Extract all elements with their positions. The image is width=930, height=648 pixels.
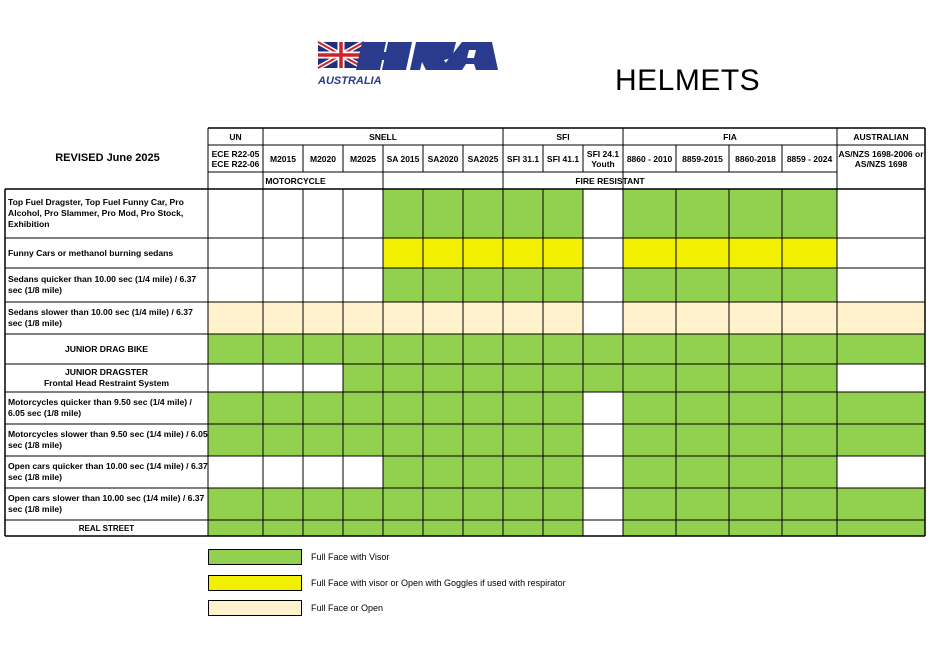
subgroup-header: MOTORCYCLE bbox=[265, 175, 326, 186]
legend-swatch bbox=[208, 575, 302, 591]
logo-subtitle: AUSTRALIA bbox=[318, 75, 382, 87]
legend-swatch bbox=[208, 600, 302, 616]
row-label: JUNIOR DRAGSTER Frontal Head Restraint System bbox=[43, 367, 170, 388]
standard-header: 8859 - 2024 bbox=[786, 153, 833, 164]
page-title: HELMETS bbox=[615, 64, 761, 97]
revision-date: REVISED June 2025 bbox=[55, 152, 160, 164]
row-label: Motorcycles slower than 9.50 sec (1/4 mile) / 6.05 sec (1/8 mile) bbox=[8, 429, 208, 450]
group-header: FIA bbox=[723, 131, 737, 142]
standard-header: 8860 - 2010 bbox=[626, 153, 673, 164]
row-label: Sedans quicker than 10.00 sec (1/4 mile) / 6.37 sec (1/8 mile) bbox=[8, 274, 197, 295]
standard-header: ECE R22-05 ECE R22-06 bbox=[211, 148, 260, 169]
group-header: AUSTRALIAN bbox=[853, 131, 909, 142]
standard-header: 8859-2015 bbox=[682, 153, 723, 164]
standard-header: SA2020 bbox=[427, 153, 459, 164]
row-label: Top Fuel Dragster, Top Fuel Funny Car, Pro Alcohol, Pro Slammer, Pro Mod, Pro Stock, Exhibition bbox=[8, 197, 184, 229]
legend-swatch bbox=[208, 549, 302, 565]
row-label: Open cars slower than 10.00 sec (1/4 mile) / 6.37 sec (1/8 mile) bbox=[8, 493, 205, 514]
row-label: Open cars quicker than 10.00 sec (1/4 mile) / 6.37 sec (1/8 mile) bbox=[8, 461, 208, 482]
row-label: Funny Cars or methanol burning sedans bbox=[8, 247, 174, 258]
standard-header: AS/NZS 1698-2006 or AS/NZS 1698 bbox=[838, 148, 924, 169]
standard-header: M2015 bbox=[270, 153, 296, 164]
standard-header: M2025 bbox=[350, 153, 376, 164]
row-label: JUNIOR DRAG BIKE bbox=[64, 343, 149, 354]
group-header: UN bbox=[229, 131, 242, 142]
subgroup-header: FIRE RESISTANT bbox=[575, 175, 645, 186]
standard-header: SFI 41.1 bbox=[546, 153, 580, 164]
legend-label: Full Face with visor or Open with Goggles if used with respirator bbox=[311, 578, 566, 588]
group-header: SFI bbox=[556, 131, 570, 142]
standard-header: M2020 bbox=[310, 153, 336, 164]
row-label: REAL STREET bbox=[78, 523, 135, 533]
standard-header: SA2025 bbox=[467, 153, 499, 164]
legend-label: Full Face or Open bbox=[311, 603, 384, 613]
legend-label: Full Face with Visor bbox=[311, 552, 390, 562]
standard-header: SFI 24.1 Youth bbox=[586, 148, 620, 169]
standard-header: SA 2015 bbox=[386, 153, 420, 164]
standard-header: 8860-2018 bbox=[735, 153, 776, 164]
group-header: SNELL bbox=[369, 131, 397, 142]
standard-header: SFI 31.1 bbox=[506, 153, 540, 164]
row-label: Motorcycles quicker than 9.50 sec (1/4 mile) / 6.05 sec (1/8 mile) bbox=[8, 397, 192, 418]
row-label: Sedans slower than 10.00 sec (1/4 mile) / 6.37 sec (1/8 mile) bbox=[8, 307, 193, 328]
